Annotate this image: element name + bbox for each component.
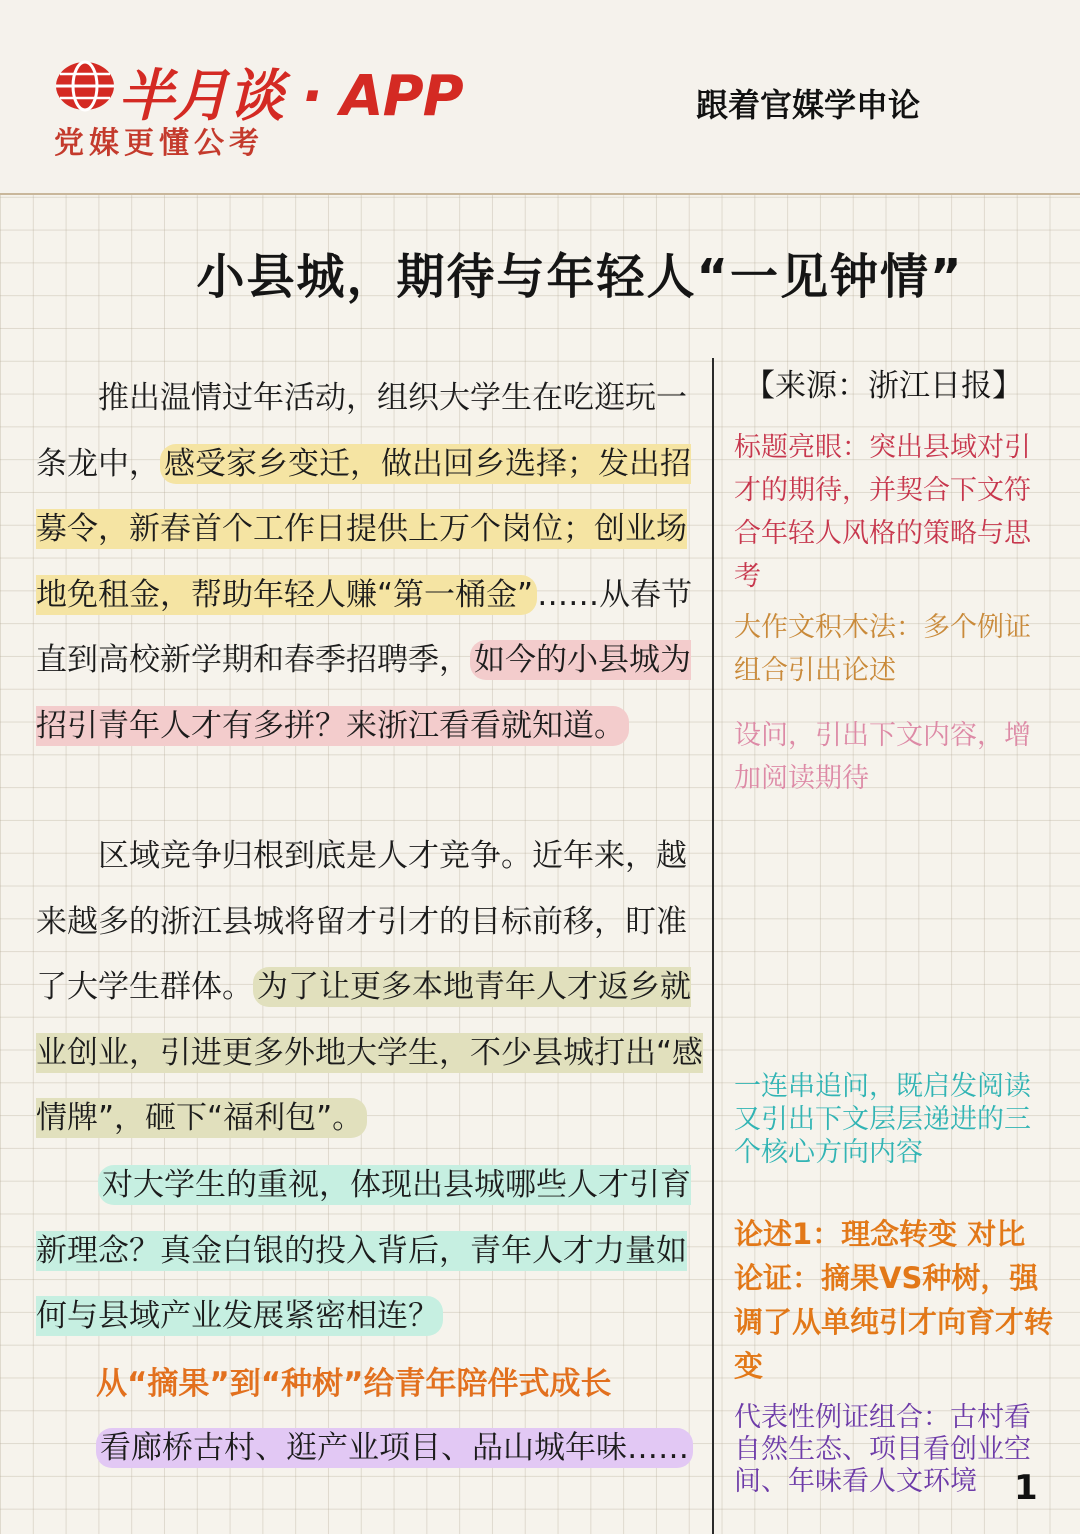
header-tag: 跟着官媒学申论 [696, 86, 921, 124]
header [0, 0, 1080, 195]
note-rhetorical-question: 设问，引出下文内容，增加阅读期待 [734, 720, 1031, 794]
p2-text-a: 区域竞争归根到底是人才竞争。近年来，越来越多的浙江县城将留才引才的目标前移，盯准了大学生群体。 [36, 838, 687, 1005]
paragraph-1 [36, 366, 704, 759]
p1-highlight-yellow: 感受家乡变迁，做出回乡选择；发出招募令，新春首个工作日提供上万个岗位；创业场地免租金，帮助年轻人赚“第一桶金” [36, 445, 691, 613]
p3-highlight-teal: 对大学生的重视，体现出县城哪些人才引育新理念？真金白银的投入背后，青年人才力量如何与县域产业发展紧密相连？ [36, 1167, 691, 1334]
paragraph-3 [36, 1153, 704, 1350]
note-series-questions: 一连串追问，既启发阅读又引出下文层层递进的三个核心方向内容 [734, 1071, 1031, 1168]
note-representative-examples: 代表性例证组合：古村看自然生态、项目看创业空间、年味看人文环境 [734, 1402, 1031, 1497]
p1-text-c: ……从春节直到高校新学期和春季招聘季， [36, 576, 693, 678]
p1-highlight-pink: 如今的小县城为招引青年人才有多拼？来浙江看看就知道。 [36, 642, 691, 744]
globe-logo-icon [54, 60, 116, 112]
note-title-highlight: 标题亮眼：突出县域对引才的期待，并契合下文符合年轻人风格的策略与思考 [734, 432, 1031, 592]
paragraph-4 [96, 1416, 716, 1482]
note-building-block: 大作文积木法：多个例证组合引出论述 [734, 612, 1031, 686]
section-subheading: 从“摘果”到“种树”给青年陪伴式成长 [96, 1366, 612, 1402]
p4-highlight-violet: 看廊桥古村、逛产业项目、品山城年味…… [96, 1428, 693, 1468]
paragraph-2 [36, 824, 704, 1152]
p2-highlight-olive: 为了让更多本地青年人才返乡就业创业，引进更多外地大学生，不少县城打出“感情牌”，砸下“福利包”。 [36, 969, 704, 1136]
article-title: 小县城，期待与年轻人“一见钟情” [196, 249, 964, 305]
source-label: 【来源：浙江日报】 [744, 368, 1023, 404]
column-divider [712, 358, 714, 1534]
page-number: 1 [1014, 1468, 1038, 1508]
note-argument-1: 论述1：理念转变 对比论证：摘果VS种树，强调了从单纯引才向育才转变 [734, 1217, 1054, 1383]
brand-name: 半月谈 · APP [118, 64, 463, 129]
p1-text-a: 推出温情过年活动，组织大学生在吃逛玩一条龙中， [36, 380, 687, 482]
brand-slogan: 党媒更懂公考 [54, 126, 264, 161]
